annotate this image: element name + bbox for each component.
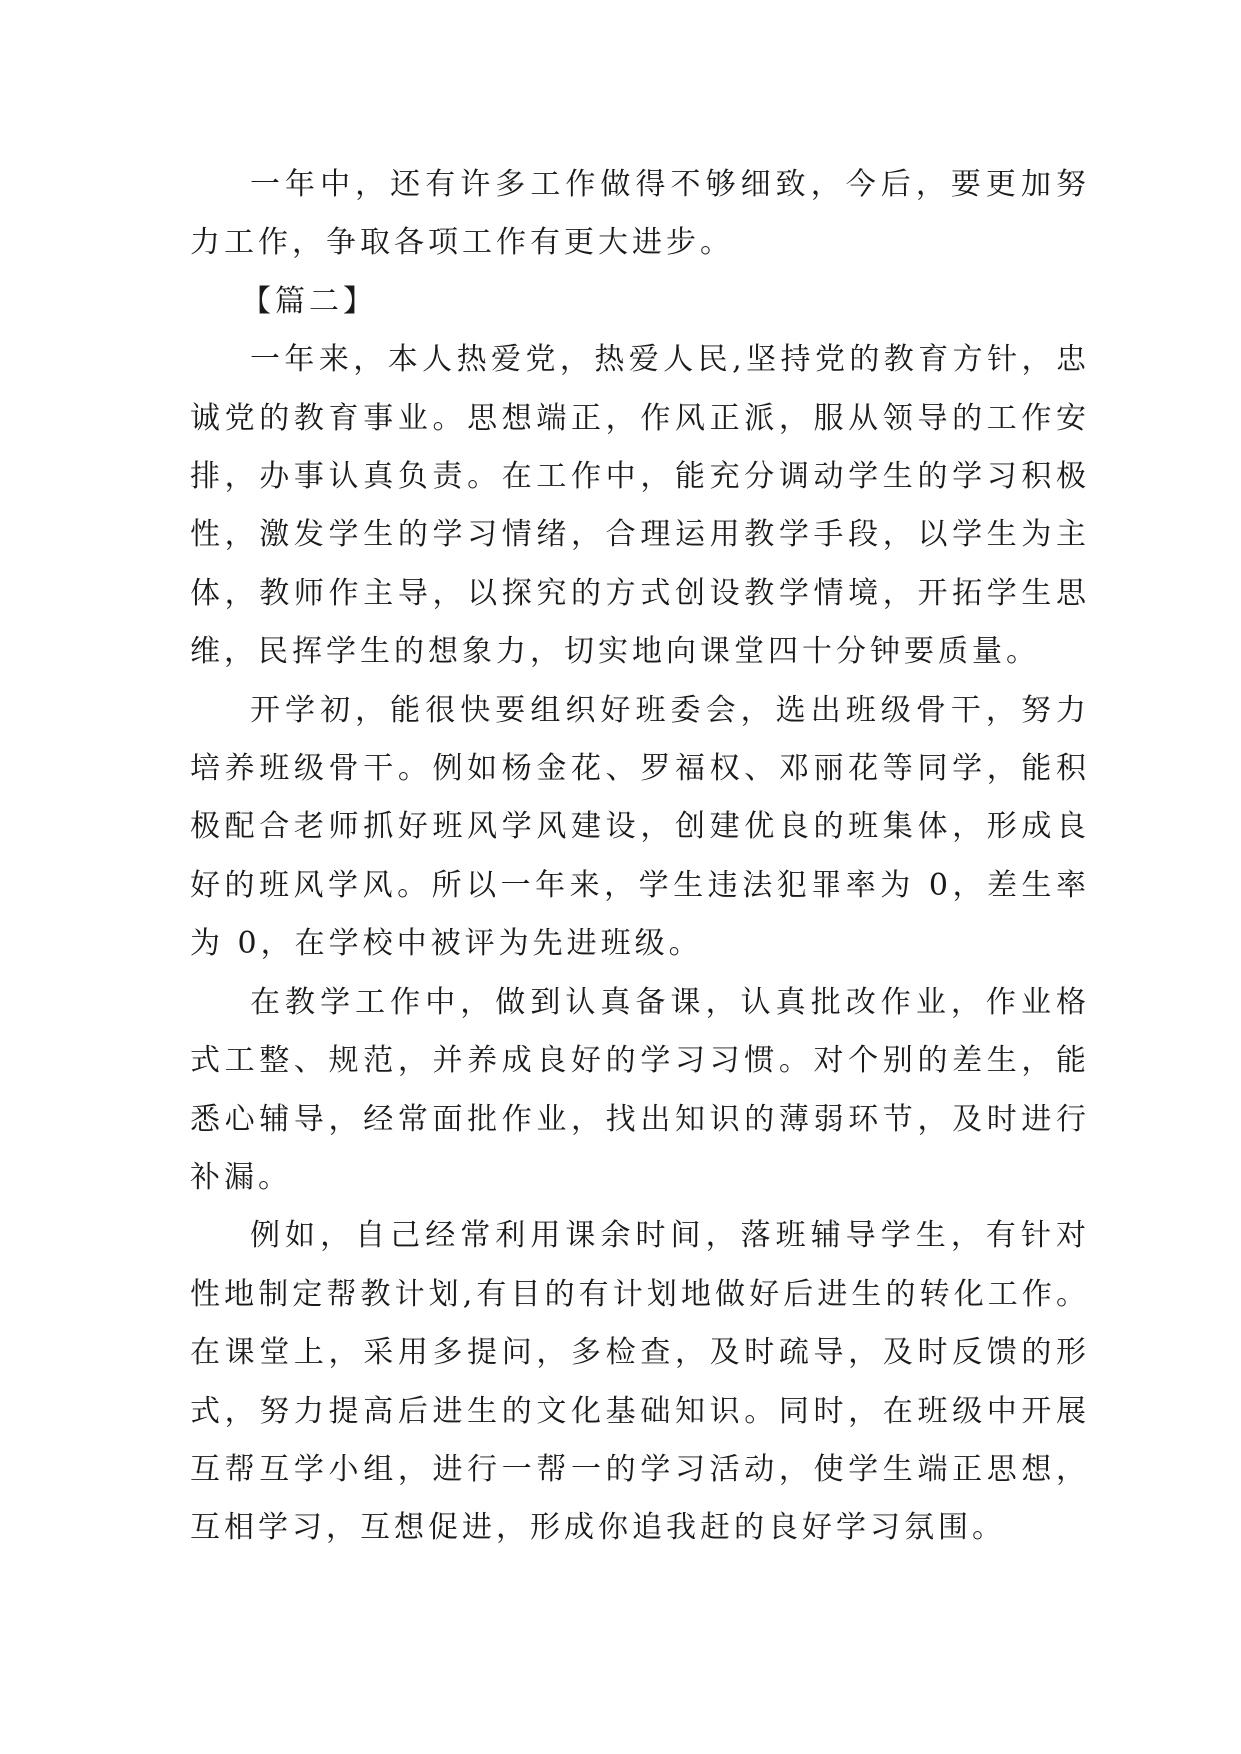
paragraph-example: 例如，自己经常利用课余时间，落班辅导学生，有针对性地制定帮教计划,有目的有计划地做好后进生的转化工作。在课堂上，采用多提问，多检查，及时疏导，及时反馈的形式，努力提高后进生的文化基础知识。同时，在班级中开展互帮互学小组，进行一帮一的学习活动，使学生端正思想，互相学习，互想促进，形成你追我赶的良好学习氛围。 (190, 1218, 1090, 1546)
document-body (190, 156, 1090, 1558)
paragraph-teaching-work: 在教学工作中，做到认真备课，认真批改作业，作业格式工整、规范，并养成良好的学习习惯。对个别的差生，能悉心辅导，经常面批作业，找出知识的薄弱环节，及时进行补漏。 (190, 984, 1090, 1195)
paragraph-overview: 一年来，本人热爱党，热爱人民,坚持党的教育方针，忠诚党的教育事业。思想端正，作风正派，服从领导的工作安排，办事认真负责。在工作中，能充分调动学生的学习积极性，激发学生的学习情绪，合理运用教学手段，以学生为主体，教师作主导，以探究的方式创设教学情境，开拓学生思维，民挥学生的想象力，切实地向课堂四十分钟要质量。 (190, 342, 1090, 670)
paragraph-conclusion: 一年中，还有许多工作做得不够细致，今后，要更加努力工作，争取各项工作有更大进步。 (190, 167, 1090, 261)
paragraph-class-committee: 开学初，能很快要组织好班委会，选出班级骨干，努力培养班级骨干。例如杨金花、罗福权、邓丽花等同学，能积极配合老师抓好班风学风建设，创建优良的班集体，形成良好的班风学风。所以一年来，学生违法犯罪率为 0，差生率为 0，在学校中被评为先进班级。 (190, 692, 1090, 962)
section-heading: 【篇二】 (241, 283, 377, 319)
